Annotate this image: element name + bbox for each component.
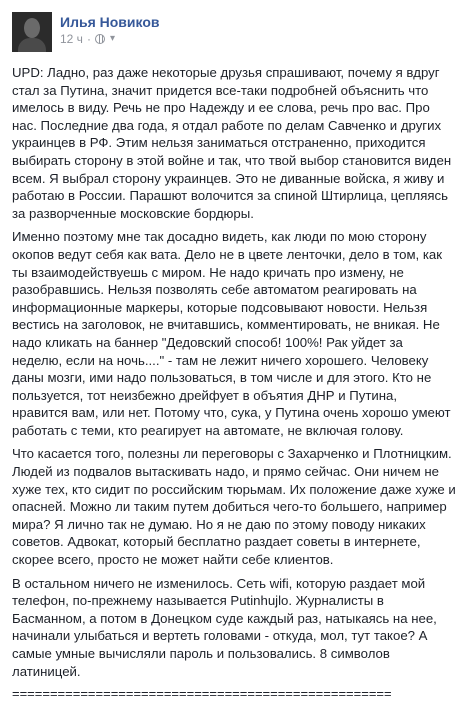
post-header [12,12,456,58]
chevron-down-icon[interactable]: ▾ [109,33,115,44]
post-body [12,64,456,702]
avatar-body [18,38,46,52]
post-paragraph: Что касается того, полезны ли переговоры с Захарченко и Плотницким. Людей из подвалов вытаскивать надо, и прямо сейчас. Они ничем не хуже тех, кто сидит по российским тюрьмам. Их положение даже хуже и опасней. Можно ли таким путем добиться чего-то большего, например мира? Я лично так не думаю. Но я не даю по этому поводу никаких советов. Адвокат, который бесплатно раздает советы в интернете, скорее всего, просто не может найти себе клиентов. [12,446,456,568]
author-avatar[interactable] [12,12,52,52]
post-timestamp-row [60,31,159,47]
post-paragraph: В остальном ничего не изменилось. Сеть wifi, которую раздает мой телефон, по-прежнему называется Putinhujlo. Журналисты в Басманном, а потом в Донецком суде каждый раз, натыкаясь на нее, начинали улыбаться и вертеть головами - откуда, мол, тут такое? А самые умные вычисляли пароль и пользовались. 8 символов латиницей. [12,575,437,679]
author-name[interactable]: Илья Новиков [60,14,160,30]
text-divider: ================================================== [12,686,392,702]
post-paragraph: Именно поэтому мне так досадно видеть, как люди по мою сторону окопов ведут себя как вата. Дело не в цвете ленточки, дело в том, как ты взаимодействуешь с миром. Не надо кричать про измену, не разобравшись. Нельзя позволять себе автоматом реагировать на информационные маркеры, которые подсовывают новости. Нельзя вестись на заголовок, не вчитавшись, комментировать, не вникая. Не надо кликать на баннер "Дедовский способ! 100%! Рак уйдет за неделю, если на ночь...." - там не лежит ничего хорошего. Человеку даны мозги, ими надо пользоваться, в том числе и для этого. Кто не пользуется, тот неизбежно дрейфует в объятия ДНР и Путина, нравится вам, или нет. Потому что, сука, у Путина очень хорошо умеют работать с теми, кто реагирует на автомате, не включая голову. [12,229,451,438]
meta-separator: · [86,32,91,46]
post-time[interactable]: 12 ч [60,32,83,46]
globe-icon[interactable] [95,34,105,44]
post-paragraph: UPD: Ладно, раз даже некоторые друзья спрашивают, почему я вдруг стал за Путина, значит придется все-таки подробней объяснить что имелось в виду. Речь не про Надежду и ее слова, речь про вас. Про нас. Последние два года, я отдал работе по делам Савченко и других украинцев в РФ. Этим нельзя заниматься отстраненно, приходится выбирать сторону в этой войне и так, что твой выбор становится виден всем. Я выбрал сторону украинцев. Это не диванные войска, я живу и работаю в России. Парашют волочится за спиной Штирлица, цепляясь за разворченные московские бордюры. [12,65,452,221]
post-meta [60,12,159,47]
avatar-head [24,18,40,38]
